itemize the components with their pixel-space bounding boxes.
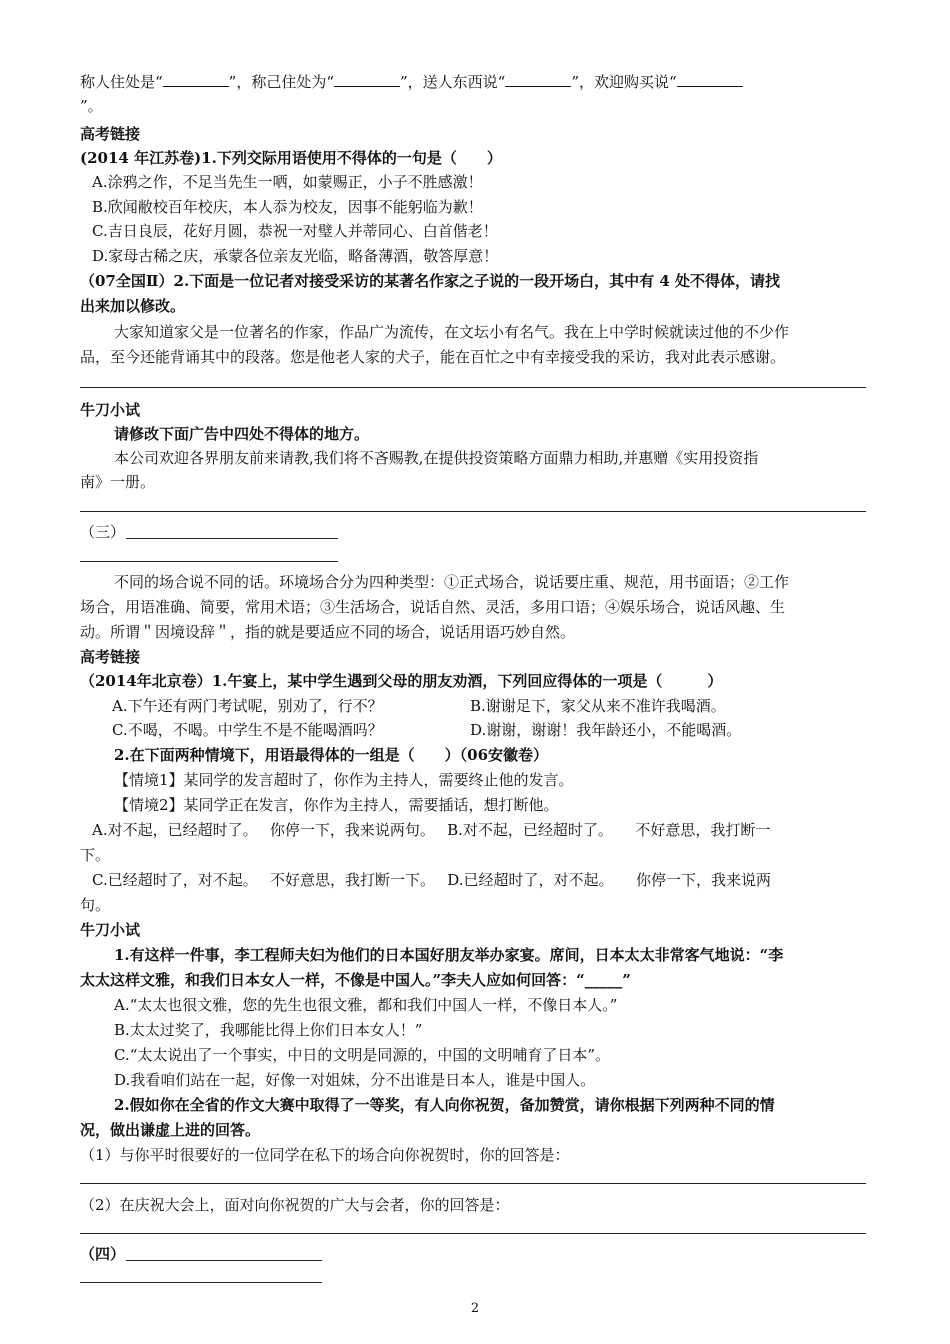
section-title-blank[interactable] <box>126 538 338 539</box>
text: 称人住处是“ <box>80 73 163 91</box>
ad-text-cont: 南》一册。 <box>80 473 156 491</box>
section-heading: 高考链接 <box>80 125 141 143</box>
fill-in-line-end: ”。 <box>80 97 103 115</box>
text: ”，欢迎购买说“ <box>571 73 677 91</box>
fill-in-line <box>80 72 870 92</box>
question-2: 2.假如你在全省的作文大赛中取得了一等奖，有人向你祝贺，备加赞赏，请你根据下列两种不同的情 <box>114 1096 775 1114</box>
section-title-blank[interactable] <box>126 1260 322 1261</box>
task-prompt: 请修改下面广告中四处不得体的地方。 <box>114 425 370 443</box>
paragraph-line: 不同的场合说不同的话。环境场合分为四种类型：①正式场合，说话要庄重、规范，用书面语；②工作 <box>114 573 790 591</box>
option-a: A.“太太也很文雅，您的先生也很文雅，都和我们中国人一样，不像日本人。” <box>114 996 618 1014</box>
blank[interactable] <box>677 72 743 87</box>
answer-line[interactable] <box>80 511 866 512</box>
blank[interactable] <box>505 72 571 87</box>
section-title-blank[interactable] <box>80 1282 322 1283</box>
section-title-blank[interactable] <box>80 561 338 562</box>
scene-1: 【情境1】某同学的发言超时了，你作为主持人，需要终止他的发言。 <box>114 771 574 789</box>
passage-line: 品，至今还能背诵其中的段落。您是他老人家的犬子，能在百忙之中有幸接受我的采访，我对此表示感谢。 <box>80 348 786 366</box>
question-1-cont: 太太这样文雅，和我们日本女人一样，不像是中国人。”李夫人应如何回答：“_____” <box>80 971 631 989</box>
option-c: C.不喝，不喝。中学生不是不能喝酒吗？ <box>112 721 383 739</box>
option-d: D.家母古稀之庆，承蒙各位亲友光临，略备薄酒，敬答厚意！ <box>92 247 499 265</box>
passage-line: 大家知道家父是一位著名的作家，作品广为流传，在文坛小有名气。我在上中学时候就读过他的不少作 <box>114 323 790 341</box>
ad-text: 本公司欢迎各界朋友前来请教,我们将不吝赐教,在提供投资策略方面鼎力相助,并惠赠《实用投资指 <box>114 449 759 467</box>
answer-line[interactable] <box>80 387 866 388</box>
question-2-cont: 出来加以修改。 <box>80 297 186 315</box>
option-a: A.下午还有两门考试呢，别劝了，行不？ <box>112 697 383 715</box>
option-b: B.太太过奖了，我哪能比得上你们日本女人！” <box>114 1021 423 1039</box>
question-2: 2.在下面两种情境下，用语最得体的一组是（ ）（06安徽卷） <box>114 746 549 764</box>
options-cd-cont: 句。 <box>80 896 111 914</box>
question-1: （2014年北京卷）1.午宴上，某中学生遇到父母的朋友劝酒，下列回应得体的一项是（ ） <box>80 672 723 690</box>
page-number: 2 <box>470 1301 480 1316</box>
text: ”，称己住处为“ <box>228 73 335 91</box>
option-d: D.谢谢，谢谢！我年龄还小，不能喝酒。 <box>470 721 742 739</box>
question-2-cont: 况，做出谦虚上进的回答。 <box>80 1121 261 1139</box>
option-a: A.涂鸦之作，不足当先生一哂，如蒙赐正，小子不胜感激！ <box>92 173 483 191</box>
section-4-label: （四） <box>80 1245 126 1263</box>
section-heading: 牛刀小试 <box>80 401 141 419</box>
sub-question-1: （1）与你平时很要好的一位同学在私下的场合向你祝贺时，你的回答是： <box>80 1146 570 1164</box>
sub-question-2: （2）在庆祝大会上，面对向你祝贺的广大与会者，你的回答是： <box>80 1196 510 1214</box>
options-ab: A.对不起，已经超时了。 你停一下，我来说两句。 B.对不起，已经超时了。 不好意思，我打断一 <box>92 821 771 839</box>
option-b: B.欣闻敝校百年校庆，本人忝为校友，因事不能躬临为歉！ <box>92 198 483 216</box>
question-2: （07全国Ⅱ）2.下面是一位记者对接受采访的某著名作家之子说的一段开场白，其中有 4 处不得体，请找 <box>80 272 781 290</box>
blank[interactable] <box>163 72 229 87</box>
option-b: B.谢谢足下，家父从来不准许我喝酒。 <box>470 697 726 715</box>
paragraph-line: 动。所谓＂因境设辞＂，指的就是要适应不同的场合，说话用语巧妙自然。 <box>80 623 576 641</box>
section-3-label: （三） <box>80 523 126 541</box>
question-1: 1.有这样一件事，李工程师夫妇为他们的日本国好朋友举办家宴。席间，日本太太非常客气地说：“李 <box>114 946 784 964</box>
option-c: C.“太太说出了一个事实，中日的文明是同源的，中国的文明哺育了日本”。 <box>114 1046 611 1064</box>
question-1: (2014 年江苏卷)1.下列交际用语使用不得体的一句是（ ） <box>80 149 502 167</box>
paragraph-line: 场合，用语准确、简要，常用术语；③生活场合，说话自然、灵活，多用口语；④娱乐场合，说话风趣、生 <box>80 598 786 616</box>
option-d: D.我看咱们站在一起，好像一对姐妹，分不出谁是日本人，谁是中国人。 <box>114 1071 596 1089</box>
scene-2: 【情境2】某同学正在发言，你作为主持人，需要插话，想打断他。 <box>114 796 559 814</box>
answer-line[interactable] <box>80 1183 866 1184</box>
options-cd: C.已经超时了，对不起。 不好意思，我打断一下。 D.已经超时了，对不起。 你停一下，我来说两 <box>92 871 772 889</box>
text: ”，送人东西说“ <box>400 73 506 91</box>
section-heading: 高考链接 <box>80 648 141 666</box>
options-ab-cont: 下。 <box>80 846 111 864</box>
blank[interactable] <box>334 72 400 87</box>
option-c: C.吉日良辰，花好月圆，恭祝一对璧人并蒂同心、白首偕老！ <box>92 222 498 240</box>
section-heading: 牛刀小试 <box>80 921 141 939</box>
answer-line[interactable] <box>80 1233 866 1234</box>
